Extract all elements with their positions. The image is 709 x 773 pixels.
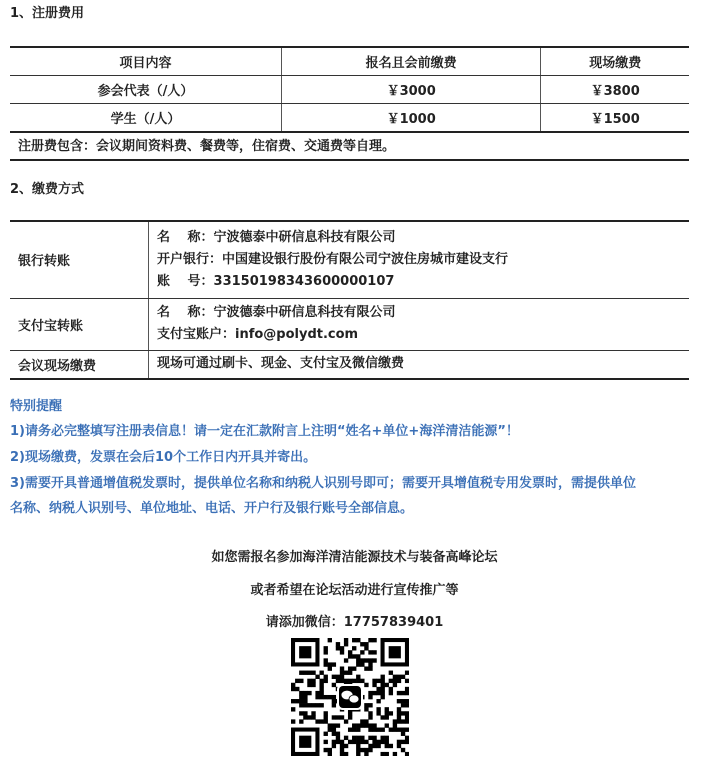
payment-detail-line: 账 号：33150198343600000107: [157, 273, 395, 289]
payment-method-label: 会议现场缴费: [10, 350, 149, 379]
table-row: [10, 350, 689, 379]
table-row: [10, 298, 689, 350]
header-onsite-fee: 现场缴费: [541, 47, 689, 76]
fee-table: [10, 46, 689, 133]
cell-onsite-fee: ￥3800: [541, 76, 689, 104]
reminder-item: 2)现场缴费，发票在会后10个工作日内开具并寄出。: [10, 450, 317, 465]
cell-item: 学生（/人）: [10, 104, 281, 133]
cell-early-fee: ￥3000: [281, 76, 540, 104]
reminder-item: 名称、纳税人识别号、单位地址、电话、开户行及银行账号全部信息。: [10, 501, 414, 516]
table-row: [10, 76, 689, 104]
table-row: [10, 104, 689, 133]
payment-detail-line: 现场可通过刷卡、现金、支付宝及微信缴费: [157, 356, 405, 372]
header-item: 项目内容: [10, 47, 281, 76]
header-early-fee: 报名且会前缴费: [281, 47, 540, 76]
reminder-item: 3)需要开具普通增值税发票时，提供单位名称和纳税人识别号即可；需要开具增值税专用发票时，需提供单位: [10, 476, 636, 491]
reminder-title: 特别提醒: [10, 399, 63, 414]
payment-detail-line: 开户银行：中国建设银行股份有限公司宁波住房城市建设支行: [157, 251, 509, 267]
payment-detail-line: 名 称：宁波德泰中研信息科技有限公司: [157, 229, 396, 245]
fee-table-header: [10, 47, 689, 76]
contact-wechat: 请添加微信：17757839401: [265, 615, 444, 630]
payment-detail-line: 名 称：宁波德泰中研信息科技有限公司: [157, 305, 396, 320]
reminder-item: 1)请务必完整填写注册表信息！请一定在汇款附言上注明“姓名+单位+海洋清洁能源”！: [10, 424, 519, 439]
section-2-title: 2、缴费方式: [10, 182, 85, 197]
payment-table: [10, 220, 689, 380]
section-1-title: 1、注册费用: [10, 6, 85, 21]
fee-note: 注册费包含：会议期间资料费、餐费等，住宿费、交通费等自理。: [10, 135, 689, 161]
cell-early-fee: ￥1000: [281, 104, 540, 133]
payment-method-label: 银行转账: [10, 221, 149, 298]
cell-item: 参会代表（/人）: [10, 76, 281, 104]
contact-line-1: 如您需报名参加海洋清洁能源技术与装备高峰论坛: [211, 550, 498, 565]
payment-detail-line: 支付宝账户：info@polydt.com: [157, 327, 359, 342]
cell-onsite-fee: ￥1500: [541, 104, 689, 133]
table-row: [10, 221, 689, 298]
payment-method-label: 支付宝转账: [10, 298, 149, 350]
wechat-qr-code-icon: [291, 638, 409, 760]
contact-line-2: 或者希望在论坛活动进行宣传推广等: [250, 583, 459, 598]
